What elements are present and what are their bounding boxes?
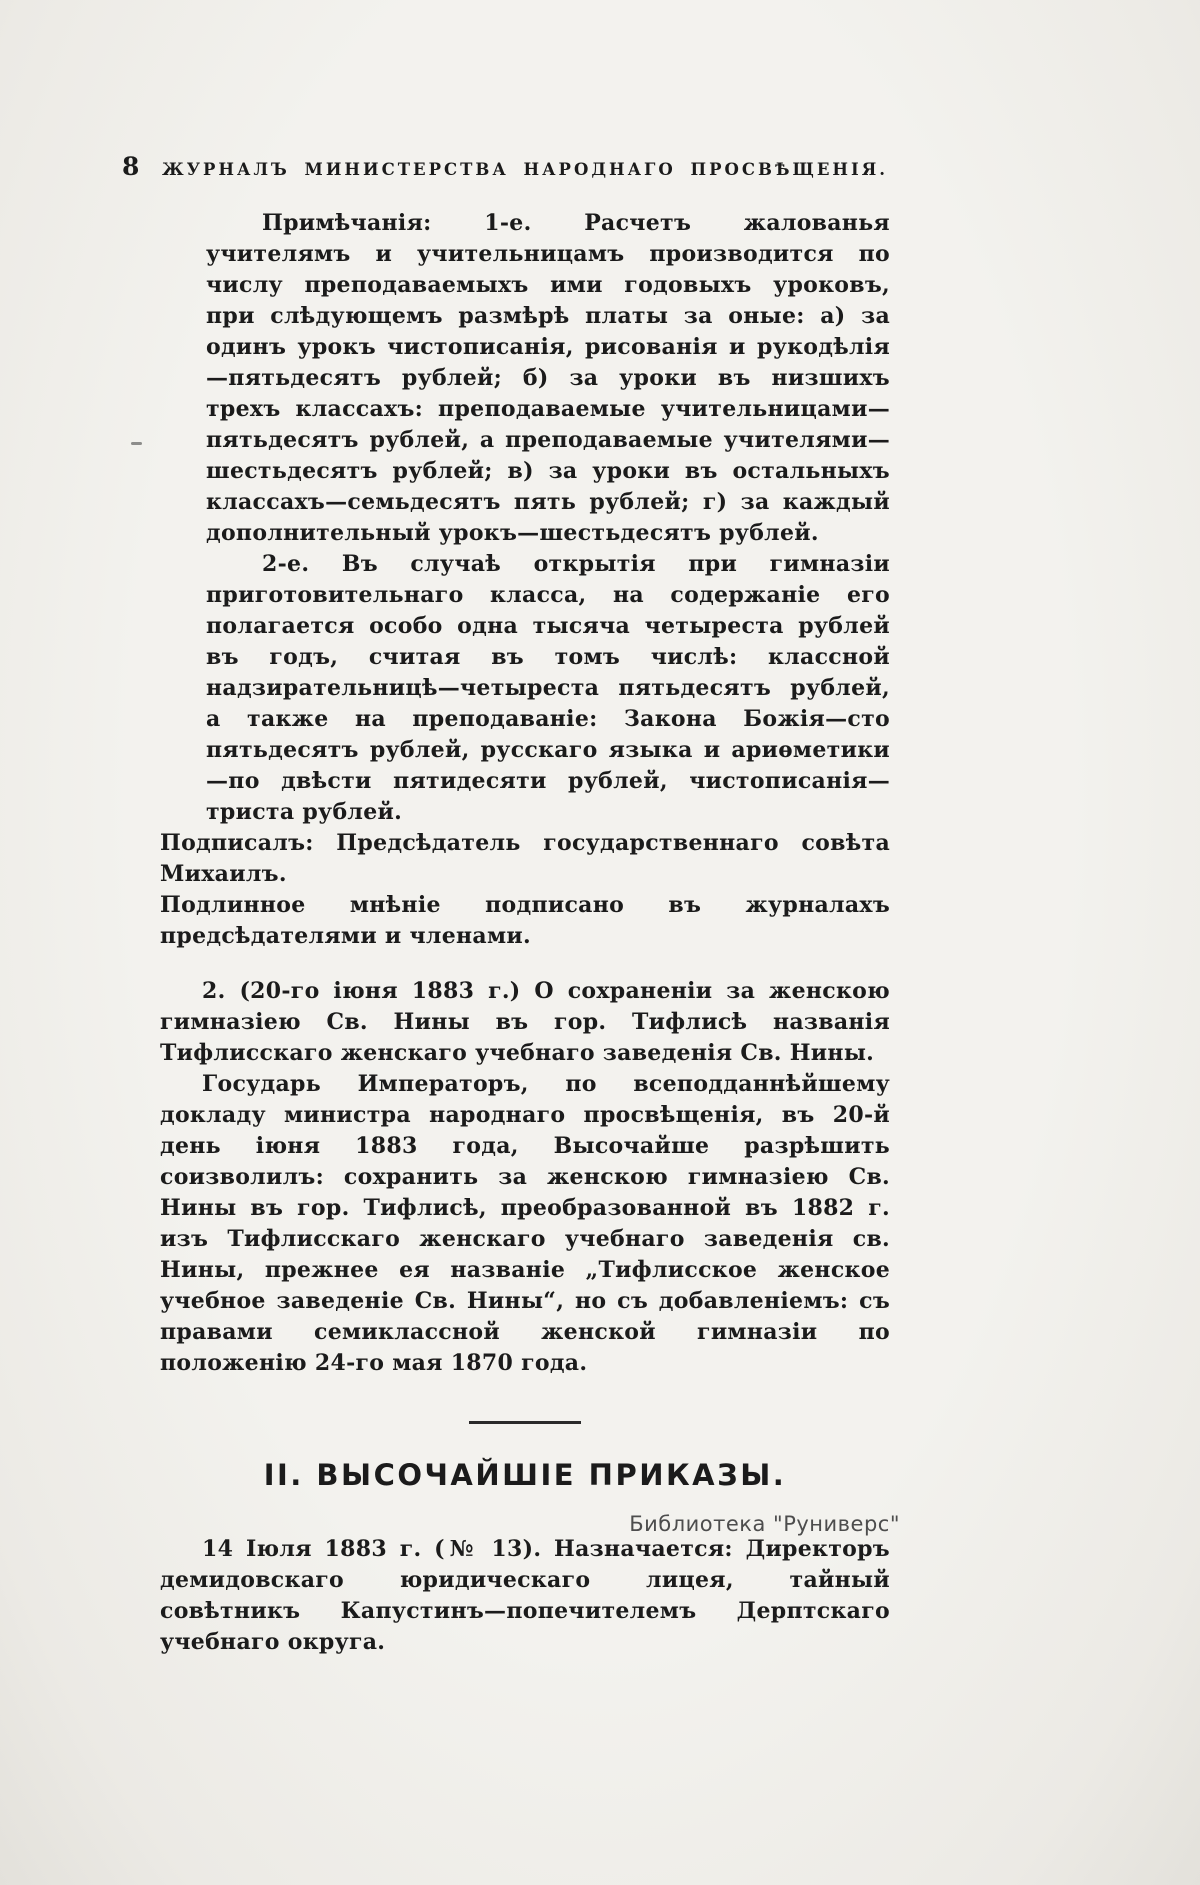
- text-column: [160, 208, 890, 1658]
- note-2-paragraph: 2-е. Въ случаѣ открытія при гимназіи приготовительнаго класса, на содержаніе его полагается особо одна тысяча четыреста рублей въ годъ, считая въ томъ числѣ: классной надзирательницѣ—четыреста пятьдесятъ рублей, а также на преподаваніе: Закона Божія—сто пятьдесятъ рублей, русскаго языка и ариѳметики—по двѣсти пятидесяти рублей, чистописанія—триста рублей.: [206, 551, 890, 825]
- section-divider: [469, 1421, 581, 1424]
- section-heading: II. ВЫСОЧАЙШІЕ ПРИКАЗЫ.: [263, 1458, 787, 1492]
- page-number: 8: [122, 152, 140, 181]
- original-opinion-line: Подлинное мнѣніе подписано въ журналахъ предсѣдателями и членами.: [160, 892, 890, 949]
- signed-line: Подписалъ: Предсѣдатель государственнаго совѣта Михаилъ.: [160, 830, 890, 887]
- note-1-paragraph: Примѣчанія: 1-е. Расчетъ жалованья учителямъ и учительницамъ производится по числу преподаваемыхъ ими годовыхъ уроковъ, при слѣдующемъ размѣрѣ платы за оные: а) за одинъ урокъ чистописанія, рисованія и рукодѣлія—пятьдесятъ рублей; б) за уроки въ низшихъ трехъ классахъ: преподаваемые учительницами—пятьдесятъ рублей, а преподаваемые учителями—шестьдесятъ рублей; в) за уроки въ остальныхъ классахъ—семьдесятъ пять рублей; г) за каждый дополнительный урокъ—шестьдесятъ рублей.: [206, 210, 890, 546]
- item-2-body: Государь Императоръ, по всеподданнѣйшему докладу министра народнаго просвѣщенія, въ 20-й день іюня 1883 года, Высочайше разрѣшить соизволилъ: сохранить за женскою гимназіею Св. Нины въ гор. Тифлисѣ, преобразованной въ 1882 г. изъ Тифлисскаго женскаго учебнаго заведенія св. Нины, прежнее ея названіе „Тифлисское женское учебное заведеніе Св. Нины“, но съ добавленіемъ: съ правами семиклассной женской гимназіи по положенію 24-го мая 1870 года.: [160, 1071, 890, 1376]
- running-header: ЖУРНАЛЪ МИНИСТЕРСТВА НАРОДНАГО ПРОСВѢЩЕНІЯ.: [161, 160, 889, 179]
- order-paragraph: 14 Іюля 1883 г. (№ 13). Назначается: Директоръ демидовскаго юридическаго лицея, тайный совѣтникъ Капустинъ—попечителемъ Дерптскаго учебнаго округа.: [160, 1536, 890, 1655]
- margin-artifact: [131, 442, 142, 445]
- library-watermark: Библиотека "Руниверс": [629, 1512, 900, 1536]
- item-2-heading: 2. (20-го іюня 1883 г.) О сохраненіи за женскою гимназіею Св. Нины въ гор. Тифлисѣ названія Тифлисскаго женскаго учебнаго заведенія Св. Нины.: [160, 978, 890, 1066]
